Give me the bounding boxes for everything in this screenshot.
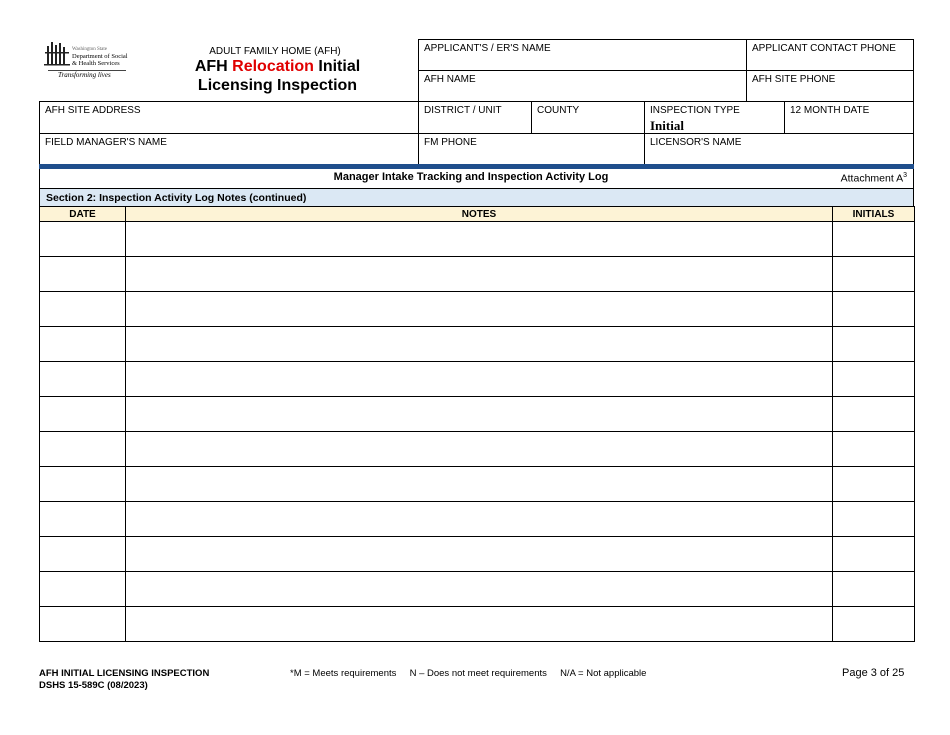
applicant-name-input[interactable] xyxy=(423,53,741,69)
initials-column-header: INITIALS xyxy=(833,207,915,222)
notes-cell xyxy=(126,467,833,502)
notes-input[interactable] xyxy=(126,257,832,291)
notes-input[interactable] xyxy=(126,432,832,466)
field-manager-label: FIELD MANAGER'S NAME xyxy=(45,137,167,148)
activity-log-table xyxy=(39,206,915,642)
initials-input[interactable] xyxy=(833,292,914,326)
initials-input[interactable] xyxy=(833,467,914,501)
notes-input[interactable] xyxy=(126,572,832,606)
table-row xyxy=(40,502,915,537)
initials-input[interactable] xyxy=(833,537,914,571)
footer-page-number: Page 3 of 25 xyxy=(842,667,905,679)
section-title: Section 2: Inspection Activity Log Notes (continued) xyxy=(46,192,307,204)
initials-cell xyxy=(833,572,915,607)
initials-cell xyxy=(833,502,915,537)
field-manager-input[interactable] xyxy=(44,147,412,163)
form-title-line2: Licensing Inspection xyxy=(197,77,358,94)
initials-input[interactable] xyxy=(833,327,914,361)
notes-column-header: NOTES xyxy=(126,207,833,222)
notes-cell xyxy=(126,537,833,572)
afh-site-address-label: AFH SITE ADDRESS xyxy=(45,105,141,116)
applicant-name-label: APPLICANT'S / ER'S NAME xyxy=(424,43,551,54)
twelve-month-date-input[interactable] xyxy=(789,115,909,131)
afh-site-phone-cell xyxy=(747,71,913,101)
licensor-name-label: LICENSOR'S NAME xyxy=(650,137,742,148)
date-input[interactable] xyxy=(40,362,125,396)
footer-form-number: DSHS 15-589C (08/2023) xyxy=(39,680,148,691)
notes-input[interactable] xyxy=(126,397,832,431)
initials-input[interactable] xyxy=(833,362,914,396)
notes-input[interactable] xyxy=(126,467,832,501)
initials-input[interactable] xyxy=(833,257,914,291)
notes-cell xyxy=(126,292,833,327)
county-label: COUNTY xyxy=(537,105,580,116)
initials-input[interactable] xyxy=(833,397,914,431)
date-input[interactable] xyxy=(40,467,125,501)
inspection-type-cell xyxy=(645,102,784,133)
county-input[interactable] xyxy=(536,115,640,131)
notes-input[interactable] xyxy=(126,362,832,396)
table-row xyxy=(40,537,915,572)
date-cell xyxy=(40,502,126,537)
attachment-label xyxy=(841,172,907,185)
applicant-phone-label: APPLICANT CONTACT PHONE xyxy=(752,43,896,54)
initials-input[interactable] xyxy=(833,432,914,466)
table-row xyxy=(40,397,915,432)
notes-cell xyxy=(126,572,833,607)
notes-input[interactable] xyxy=(126,292,832,326)
afh-site-phone-label: AFH SITE PHONE xyxy=(752,74,836,85)
county-cell xyxy=(532,102,644,133)
notes-cell xyxy=(126,257,833,292)
log-title: Manager Intake Tracking and Inspection Activity Log xyxy=(333,171,609,183)
notes-input[interactable] xyxy=(126,222,832,256)
district-unit-input[interactable] xyxy=(423,115,527,131)
afh-site-phone-input[interactable] xyxy=(751,84,909,100)
fm-phone-cell xyxy=(419,134,644,164)
table-row xyxy=(40,292,915,327)
notes-cell xyxy=(126,397,833,432)
initials-cell xyxy=(833,607,915,642)
applicant-phone-cell xyxy=(747,40,913,70)
notes-input[interactable] xyxy=(126,502,832,536)
initials-cell xyxy=(833,327,915,362)
form-title-part2: Initial xyxy=(313,58,361,75)
initials-cell xyxy=(833,467,915,502)
notes-cell xyxy=(126,327,833,362)
table-row xyxy=(40,467,915,502)
district-unit-cell xyxy=(419,102,531,133)
footer-legend: *M = Meets requirements N – Does not meet requirements N/A = Not applicable xyxy=(290,668,647,679)
date-input[interactable] xyxy=(40,607,125,641)
log-table-body xyxy=(40,222,915,642)
footer-form-title: AFH INITIAL LICENSING INSPECTION xyxy=(39,668,210,679)
initials-cell xyxy=(833,292,915,327)
district-unit-label: DISTRICT / UNIT xyxy=(424,105,502,116)
date-input[interactable] xyxy=(40,432,125,466)
form-title xyxy=(130,57,425,95)
date-cell xyxy=(40,537,126,572)
applicant-name-cell xyxy=(419,40,746,70)
table-header-row xyxy=(40,207,915,222)
notes-cell xyxy=(126,432,833,467)
date-cell xyxy=(40,432,126,467)
date-cell xyxy=(40,222,126,257)
initials-input[interactable] xyxy=(833,607,914,641)
logo-agency-line3: & Health Services xyxy=(72,60,120,67)
form-title-red: Relocation xyxy=(232,58,314,75)
date-input[interactable] xyxy=(40,257,125,291)
afh-site-address-cell xyxy=(40,102,418,133)
field-manager-cell xyxy=(40,134,418,164)
afh-name-input[interactable] xyxy=(423,84,741,100)
twelve-month-date-label: 12 MONTH DATE xyxy=(790,105,870,116)
inspection-type-label: INSPECTION TYPE xyxy=(650,105,740,116)
table-row xyxy=(40,327,915,362)
logo-agency-line1: Washington State xyxy=(72,47,108,52)
date-cell xyxy=(40,327,126,362)
notes-cell xyxy=(126,362,833,397)
initials-cell xyxy=(833,537,915,572)
date-input[interactable] xyxy=(40,397,125,431)
fm-phone-input[interactable] xyxy=(423,147,639,163)
form-subtitle: ADULT FAMILY HOME (AFH) xyxy=(209,46,341,57)
initials-input[interactable] xyxy=(833,222,914,256)
date-cell xyxy=(40,362,126,397)
section-header xyxy=(39,188,914,207)
dshs-logo xyxy=(44,40,126,82)
date-input[interactable] xyxy=(40,537,125,571)
initials-cell xyxy=(833,397,915,432)
initials-input[interactable] xyxy=(833,572,914,606)
initials-input[interactable] xyxy=(833,502,914,536)
logo-tagline: Transforming lives xyxy=(58,71,111,79)
table-row xyxy=(40,572,915,607)
afh-name-cell xyxy=(419,71,746,101)
attachment-text: Attachment A xyxy=(840,172,904,185)
applicant-phone-input[interactable] xyxy=(751,53,909,69)
form-title-part1: AFH xyxy=(194,58,233,75)
date-input[interactable] xyxy=(40,572,125,606)
initials-cell xyxy=(833,432,915,467)
table-row xyxy=(40,607,915,642)
twelve-month-date-cell xyxy=(785,102,913,133)
table-row xyxy=(40,362,915,397)
date-cell xyxy=(40,572,126,607)
date-input[interactable] xyxy=(40,327,125,361)
afh-name-label: AFH NAME xyxy=(424,74,476,85)
dshs-logo-icon xyxy=(44,40,70,68)
afh-site-address-input[interactable] xyxy=(44,115,412,131)
initials-cell xyxy=(833,257,915,292)
licensor-name-cell xyxy=(645,134,913,164)
table-row xyxy=(40,432,915,467)
date-cell xyxy=(40,467,126,502)
notes-input[interactable] xyxy=(126,607,832,641)
date-cell xyxy=(40,397,126,432)
initials-cell xyxy=(833,222,915,257)
date-cell xyxy=(40,292,126,327)
date-cell xyxy=(40,257,126,292)
date-input[interactable] xyxy=(40,502,125,536)
notes-cell xyxy=(126,502,833,537)
date-input[interactable] xyxy=(40,222,125,256)
inspection-type-value: Initial xyxy=(650,118,684,133)
notes-input[interactable] xyxy=(126,537,832,571)
table-row xyxy=(40,257,915,292)
notes-input[interactable] xyxy=(126,327,832,361)
logo-agency-line2: Department of Social xyxy=(72,53,128,60)
table-row xyxy=(40,222,915,257)
date-input[interactable] xyxy=(40,292,125,326)
date-cell xyxy=(40,607,126,642)
notes-cell xyxy=(126,222,833,257)
licensor-name-input[interactable] xyxy=(649,147,907,163)
attachment-sup: 3 xyxy=(903,172,907,179)
fm-phone-label: FM PHONE xyxy=(424,137,477,148)
date-column-header: DATE xyxy=(40,207,126,222)
notes-cell xyxy=(126,607,833,642)
log-title-row xyxy=(39,169,914,189)
initials-cell xyxy=(833,362,915,397)
